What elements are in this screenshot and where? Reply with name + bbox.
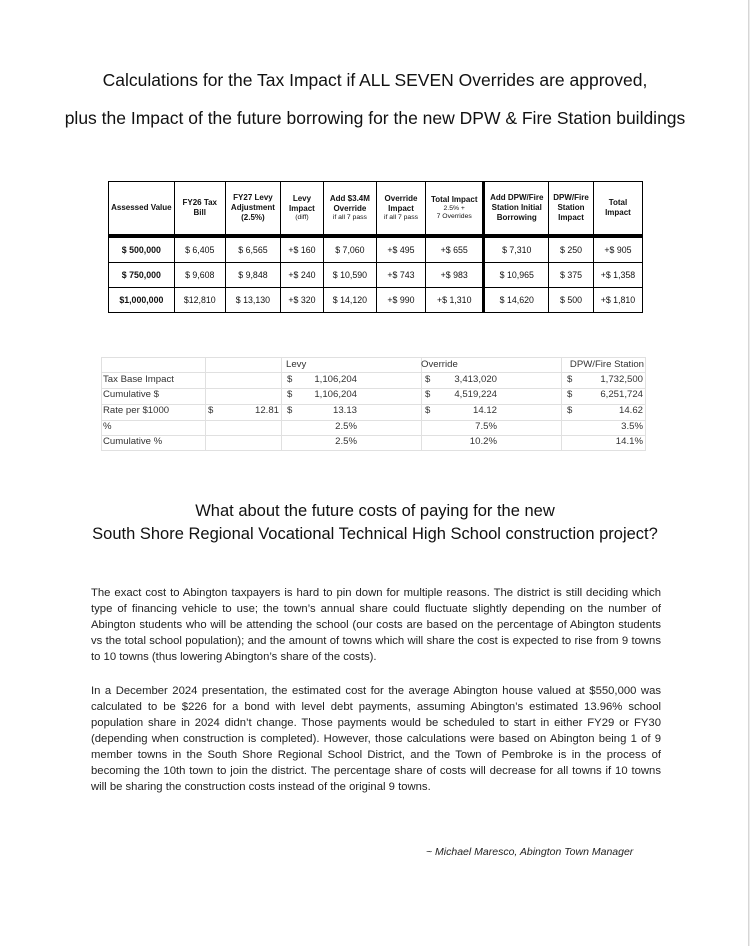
tax-impact-table bbox=[108, 181, 643, 313]
paragraph-december-estimate: In a December 2024 presentation, the estimated cost for the average Abington house valued at $550,000 was calculated to be $226 for a bond with level debt payments, assuming Abington’s estimated 13.96% school population share in 2024 didn’t change. Those payments would be scheduled to start in either FY29 or FY30 (depending when construction is completed). However, those calculations were based on Abington being 1 of 9 member towns in the South Shore Regional School District, and the Town of Pembroke is in the process of becoming the 10th town to join the district. The percentage share of costs will decrease for all towns if 10 towns will be sharing the construction costs instead of the original 9 towns. bbox=[91, 685, 661, 793]
dollar-sign: $ bbox=[287, 389, 293, 400]
signature: ~ Michael Maresco, Abington Town Manager bbox=[426, 846, 634, 858]
rate-base-value: 12.81 bbox=[254, 405, 279, 416]
dpw-percent: 3.5% bbox=[621, 421, 643, 432]
cell-add-override: $ 7,060 bbox=[323, 236, 376, 263]
cell-add-override: $ 14,120 bbox=[323, 288, 376, 313]
cell-add-override: $ 10,590 bbox=[323, 263, 376, 288]
dollar-sign: $ bbox=[287, 405, 293, 416]
dpw-tax-base-impact: 1,732,500 bbox=[600, 374, 643, 385]
cell-total-impact-2: +$ 1,358 bbox=[593, 263, 642, 288]
dollar-sign: $ bbox=[425, 405, 431, 416]
cell-assessed: $ 500,000 bbox=[109, 236, 175, 263]
cell-fy26: $ 9,608 bbox=[174, 263, 225, 288]
override-cumulative-percent: 10.2% bbox=[469, 436, 497, 447]
paragraph-financing-uncertainty: The exact cost to Abington taxpayers is hard to pin down for multiple reasons. The district is still deciding which type of financing vehicle to use; the town’s annual share could fluctuate slightly depending on the number of Abington students who will be attending the school (our costs are based on the percentage of Abington students vs the total school population); and the amount of towns which will share the cost is expected to rise from 9 towns to 10 towns (thus lowering Abington’s share of the costs). bbox=[91, 587, 661, 663]
cell-override-impact: +$ 990 bbox=[377, 288, 426, 313]
row-label: Cumulative % bbox=[103, 436, 163, 447]
levy-percent: 2.5% bbox=[335, 421, 357, 432]
table-row bbox=[109, 288, 643, 313]
override-percent: 7.5% bbox=[475, 421, 497, 432]
dpw-rate: 14.62 bbox=[618, 405, 643, 416]
cell-total-impact: +$ 983 bbox=[426, 263, 484, 288]
tax-table-header-row bbox=[109, 182, 643, 237]
header-add-override: Add $3.4M Override if all 7 pass bbox=[323, 182, 376, 237]
cell-override-impact: +$ 495 bbox=[377, 236, 426, 263]
page-title-line2: plus the Impact of the future borrowing for the new DPW & Fire Station buildings bbox=[64, 108, 686, 128]
dollar-sign: $ bbox=[567, 405, 573, 416]
page-title-line1: Calculations for the Tax Impact if ALL SEVEN Overrides are approved, bbox=[102, 70, 648, 90]
cell-dpw-impact: $ 250 bbox=[549, 236, 594, 263]
dollar-sign: $ bbox=[567, 374, 573, 385]
levy-cumulative: 1,106,204 bbox=[314, 389, 357, 400]
cell-override-impact: +$ 743 bbox=[377, 263, 426, 288]
cell-levy-impact: +$ 160 bbox=[281, 236, 324, 263]
cell-total-impact: +$ 1,310 bbox=[426, 288, 484, 313]
header-assessed-value: Assessed Value bbox=[109, 182, 175, 237]
row-label: % bbox=[103, 421, 112, 432]
header-total-impact: Total Impact 2.5% + 7 Overrides bbox=[426, 182, 484, 237]
cell-dpw-impact: $ 500 bbox=[549, 288, 594, 313]
header-fy27-levy: FY27 Levy Adjustment (2.5%) bbox=[225, 182, 280, 237]
header-total-impact-2: Total Impact bbox=[593, 182, 642, 237]
column-header-dpw-fire: DPW/Fire Station bbox=[569, 359, 644, 370]
cell-add-dpw: $ 10,965 bbox=[484, 263, 549, 288]
cell-levy-impact: +$ 240 bbox=[281, 263, 324, 288]
row-label: Tax Base Impact bbox=[103, 374, 174, 385]
cell-fy26: $12,810 bbox=[174, 288, 225, 313]
column-header-override: Override bbox=[421, 359, 458, 370]
header-override-impact: Override Impact if all 7 pass bbox=[377, 182, 426, 237]
header-fy26-tax-bill: FY26 Tax Bill bbox=[174, 182, 225, 237]
override-tax-base-impact: 3,413,020 bbox=[454, 374, 497, 385]
dpw-cumulative: 6,251,724 bbox=[600, 389, 643, 400]
row-label: Rate per $1000 bbox=[103, 405, 170, 416]
cell-total-impact-2: +$ 1,810 bbox=[593, 288, 642, 313]
cell-total-impact: +$ 655 bbox=[426, 236, 484, 263]
table-row bbox=[109, 263, 643, 288]
cell-add-dpw: $ 7,310 bbox=[484, 236, 549, 263]
cell-fy27: $ 6,565 bbox=[225, 236, 280, 263]
column-header-levy: Levy bbox=[286, 359, 307, 370]
dollar-sign: $ bbox=[567, 389, 573, 400]
cell-fy26: $ 6,405 bbox=[174, 236, 225, 263]
header-dpw-fire-impact: DPW/Fire Station Impact bbox=[549, 182, 594, 237]
dpw-cumulative-percent: 14.1% bbox=[615, 436, 643, 447]
section-heading-line1: What about the future costs of paying for the new bbox=[195, 502, 555, 520]
header-add-dpw-fire: Add DPW/Fire Station Initial Borrowing bbox=[484, 182, 549, 237]
override-rate: 14.12 bbox=[472, 405, 497, 416]
cell-fy27: $ 9,848 bbox=[225, 263, 280, 288]
cell-assessed: $1,000,000 bbox=[109, 288, 175, 313]
rate-impact-grid bbox=[101, 357, 646, 451]
cell-total-impact-2: +$ 905 bbox=[593, 236, 642, 263]
header-levy-impact: Levy Impact (diff) bbox=[281, 182, 324, 237]
section-heading-line2: South Shore Regional Vocational Technical High School construction project? bbox=[92, 525, 658, 543]
table-row bbox=[109, 236, 643, 263]
cell-fy27: $ 13,130 bbox=[225, 288, 280, 313]
row-label: Cumulative $ bbox=[103, 389, 159, 400]
levy-cumulative-percent: 2.5% bbox=[335, 436, 357, 447]
cell-levy-impact: +$ 320 bbox=[281, 288, 324, 313]
cell-add-dpw: $ 14,620 bbox=[484, 288, 549, 313]
dollar-sign: $ bbox=[425, 374, 431, 385]
dollar-sign: $ bbox=[287, 374, 293, 385]
levy-rate: 13.13 bbox=[332, 405, 357, 416]
levy-tax-base-impact: 1,106,204 bbox=[314, 374, 357, 385]
override-cumulative: 4,519,224 bbox=[454, 389, 497, 400]
cell-dpw-impact: $ 375 bbox=[549, 263, 594, 288]
dollar-sign: $ bbox=[425, 389, 431, 400]
cell-assessed: $ 750,000 bbox=[109, 263, 175, 288]
rate-base-dollar: $ bbox=[208, 405, 214, 416]
